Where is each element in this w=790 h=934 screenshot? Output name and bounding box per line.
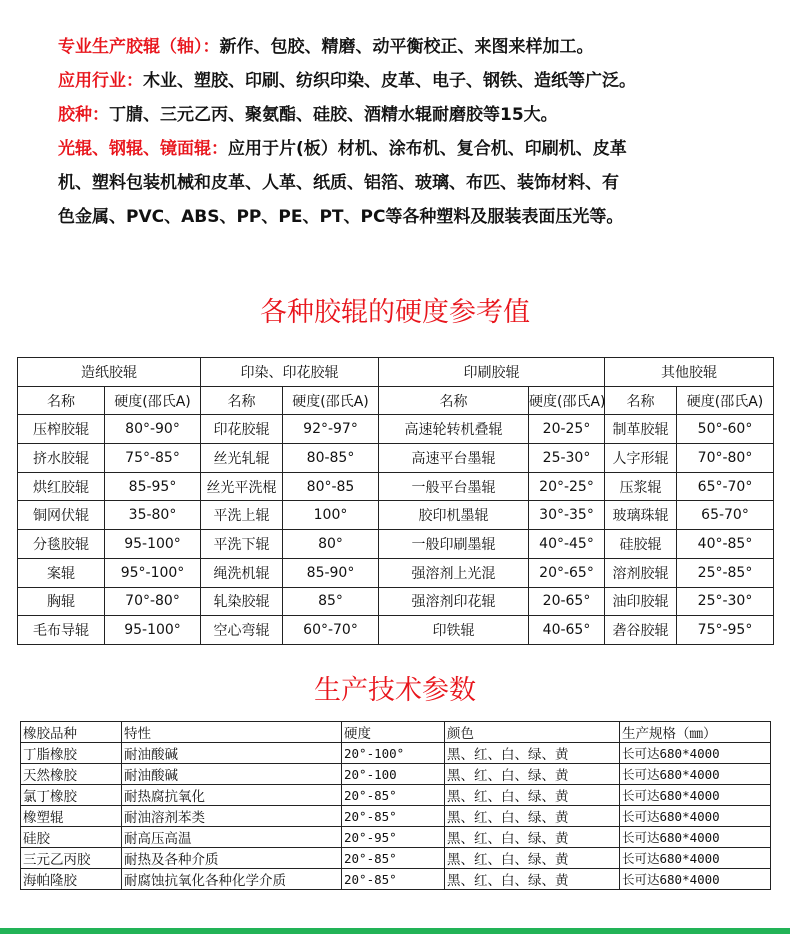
hardness-value: 80°-85 [283, 472, 379, 501]
spec-cell: 黑、红、白、绿、黄 [445, 743, 620, 764]
column-header: 硬度(邵氏A) [105, 386, 201, 415]
spec-cell: 20°-100° [342, 743, 445, 764]
table-row [18, 472, 774, 501]
hardness-value: 95-100° [105, 616, 201, 645]
column-header: 名称 [605, 386, 677, 415]
roller-name: 强溶剂上光混 [379, 558, 529, 587]
spec-cell: 天然橡胶 [21, 764, 122, 785]
hardness-value: 95°-100° [105, 558, 201, 587]
roller-name: 压榨胶辊 [18, 415, 105, 444]
table-row [21, 869, 771, 890]
roller-name: 胶印机墨辊 [379, 501, 529, 530]
roller-name: 绳洗机辊 [201, 558, 283, 587]
spec-cell: 黑、红、白、绿、黄 [445, 806, 620, 827]
hardness-value: 50°-60° [677, 415, 774, 444]
spec-title: 生产技术参数 [314, 675, 476, 706]
table-row [18, 415, 774, 444]
table-row [21, 743, 771, 764]
group-header-row [18, 358, 774, 387]
spec-cell: 20°-85° [342, 848, 445, 869]
hardness-value: 65-70° [677, 501, 774, 530]
spec-cell: 黑、红、白、绿、黄 [445, 827, 620, 848]
table-row [18, 444, 774, 473]
spec-cell: 海帕隆胶 [21, 869, 122, 890]
roller-name: 一般印刷墨辊 [379, 530, 529, 559]
hardness-value: 20°-25° [529, 472, 605, 501]
hardness-value: 80°-90° [105, 415, 201, 444]
spec-cell: 耐油酸碱 [122, 743, 342, 764]
hardness-value: 40-65° [529, 616, 605, 645]
intro-label: 胶种： [58, 105, 109, 125]
spec-cell: 20°-85° [342, 806, 445, 827]
hardness-value: 20°-65° [529, 558, 605, 587]
spec-cell: 黑、红、白、绿、黄 [445, 848, 620, 869]
roller-name: 溶剂胶辊 [605, 558, 677, 587]
hardness-value: 85° [283, 587, 379, 616]
intro-text: 新作、包胶、精磨、动平衡校正、来图来样加工。 [219, 37, 594, 57]
spec-cell: 耐油酸碱 [122, 764, 342, 785]
roller-name: 平洗上辊 [201, 501, 283, 530]
roller-name: 油印胶辊 [605, 587, 677, 616]
intro-line [58, 132, 758, 166]
table-row [21, 764, 771, 785]
roller-name: 玻璃珠辊 [605, 501, 677, 530]
intro-label: 专业生产胶辊（轴）： [58, 37, 220, 57]
roller-name: 轧染胶辊 [201, 587, 283, 616]
column-header: 名称 [379, 386, 529, 415]
roller-name: 空心弯辊 [201, 616, 283, 645]
group-header: 印染、印花胶辊 [201, 358, 379, 387]
group-header: 其他胶辊 [605, 358, 774, 387]
group-header: 印刷胶辊 [379, 358, 605, 387]
hardness-title: 各种胶辊的硬度参考值 [260, 297, 530, 328]
column-header: 橡胶品种 [21, 722, 122, 743]
roller-name: 分毯胶辊 [18, 530, 105, 559]
intro-text: 丁腈、三元乙丙、聚氨酯、硅胶、酒精水辊耐磨胶等15大。 [109, 105, 558, 125]
column-header: 硬度(邵氏A) [283, 386, 379, 415]
roller-name: 砻谷胶辊 [605, 616, 677, 645]
spec-cell: 长可达680*4000 [620, 743, 771, 764]
bottom-accent-bar [0, 928, 790, 934]
column-header: 硬度(邵氏A) [529, 386, 605, 415]
hardness-value: 20-25° [529, 415, 605, 444]
spec-cell: 长可达680*4000 [620, 806, 771, 827]
spec-cell: 长可达680*4000 [620, 827, 771, 848]
intro-line [58, 30, 758, 64]
hardness-value: 70°-80° [105, 587, 201, 616]
intro-line [58, 200, 758, 234]
hardness-value: 30°-35° [529, 501, 605, 530]
hardness-value: 75°-95° [677, 616, 774, 645]
roller-name: 人字形辊 [605, 444, 677, 473]
column-header: 生产规格（㎜） [620, 722, 771, 743]
roller-name: 胸辊 [18, 587, 105, 616]
roller-name: 印花胶辊 [201, 415, 283, 444]
roller-name: 铜网伏辊 [18, 501, 105, 530]
roller-name: 案辊 [18, 558, 105, 587]
table-row [21, 827, 771, 848]
roller-name: 一般平台墨辊 [379, 472, 529, 501]
spec-cell: 长可达680*4000 [620, 869, 771, 890]
column-header: 颜色 [445, 722, 620, 743]
table-row [18, 616, 774, 645]
column-header: 名称 [201, 386, 283, 415]
intro-line [58, 98, 758, 132]
spec-cell: 20°-95° [342, 827, 445, 848]
spec-cell: 20°-85° [342, 869, 445, 890]
spec-table [20, 721, 771, 890]
hardness-value: 85-95° [105, 472, 201, 501]
hardness-value: 35-80° [105, 501, 201, 530]
intro-text: 木业、塑胶、印刷、纺织印染、皮革、电子、钢铁、造纸等广泛。 [143, 71, 636, 91]
spec-cell: 长可达680*4000 [620, 848, 771, 869]
spec-cell: 橡塑辊 [21, 806, 122, 827]
hardness-value: 25-30° [529, 444, 605, 473]
roller-name: 印铁辊 [379, 616, 529, 645]
group-header: 造纸胶辊 [18, 358, 201, 387]
spec-cell: 长可达680*4000 [620, 764, 771, 785]
spec-cell: 耐高压高温 [122, 827, 342, 848]
hardness-value: 95-100° [105, 530, 201, 559]
spec-cell: 20°-85° [342, 785, 445, 806]
spec-header-row [21, 722, 771, 743]
hardness-value: 80-85° [283, 444, 379, 473]
hardness-value: 70°-80° [677, 444, 774, 473]
hardness-value: 20-65° [529, 587, 605, 616]
spec-cell: 黑、红、白、绿、黄 [445, 764, 620, 785]
roller-name: 制革胶辊 [605, 415, 677, 444]
hardness-value: 75°-85° [105, 444, 201, 473]
hardness-table [17, 357, 774, 645]
hardness-value: 25°-30° [677, 587, 774, 616]
spec-cell: 耐腐蚀抗氧化各种化学介质 [122, 869, 342, 890]
spec-cell: 耐热及各种介质 [122, 848, 342, 869]
roller-name: 平洗下辊 [201, 530, 283, 559]
intro-text: 色金属、PVC、ABS、PP、PE、PT、PC等各种塑料及服装表面压光等。 [58, 207, 624, 227]
spec-cell: 长可达680*4000 [620, 785, 771, 806]
column-header: 名称 [18, 386, 105, 415]
table-row [18, 587, 774, 616]
hardness-value: 40°-85° [677, 530, 774, 559]
table-row [18, 558, 774, 587]
roller-name: 高速轮转机叠辊 [379, 415, 529, 444]
hardness-value: 85-90° [283, 558, 379, 587]
table-row [21, 848, 771, 869]
spec-cell: 黑、红、白、绿、黄 [445, 869, 620, 890]
intro-section [58, 30, 758, 234]
roller-name: 硅胶辊 [605, 530, 677, 559]
column-header-row [18, 386, 774, 415]
roller-name: 强溶剂印花辊 [379, 587, 529, 616]
spec-cell: 硅胶 [21, 827, 122, 848]
hardness-value: 40°-45° [529, 530, 605, 559]
intro-text: 应用于片(板）材机、涂布机、复合机、印刷机、皮革 [228, 139, 627, 159]
column-header: 硬度 [342, 722, 445, 743]
column-header: 特性 [122, 722, 342, 743]
spec-cell: 耐油溶剂苯类 [122, 806, 342, 827]
spec-cell: 丁脂橡胶 [21, 743, 122, 764]
roller-name: 丝光轧辊 [201, 444, 283, 473]
intro-line [58, 64, 758, 98]
hardness-value: 60°-70° [283, 616, 379, 645]
roller-name: 毛布导辊 [18, 616, 105, 645]
intro-line [58, 166, 758, 200]
spec-cell: 三元乙丙胶 [21, 848, 122, 869]
spec-cell: 20°-100 [342, 764, 445, 785]
intro-text: 机、塑料包装机械和皮革、人革、纸质、铝箔、玻璃、布匹、装饰材料、有 [58, 173, 619, 193]
roller-name: 压浆辊 [605, 472, 677, 501]
table-row [18, 530, 774, 559]
hardness-value: 65°-70° [677, 472, 774, 501]
roller-name: 丝光平洗棍 [201, 472, 283, 501]
roller-name: 烘红胶辊 [18, 472, 105, 501]
roller-name: 挤水胶辊 [18, 444, 105, 473]
spec-cell: 耐热腐抗氧化 [122, 785, 342, 806]
column-header: 硬度(邵氏A) [677, 386, 774, 415]
table-row [21, 785, 771, 806]
hardness-value: 100° [283, 501, 379, 530]
spec-cell: 黑、红、白、绿、黄 [445, 785, 620, 806]
spec-cell: 氯丁橡胶 [21, 785, 122, 806]
table-row [18, 501, 774, 530]
roller-name: 高速平台墨辊 [379, 444, 529, 473]
hardness-value: 92°-97° [283, 415, 379, 444]
intro-label: 应用行业： [58, 71, 143, 91]
table-row [21, 806, 771, 827]
hardness-value: 25°-85° [677, 558, 774, 587]
hardness-value: 80° [283, 530, 379, 559]
intro-label: 光辊、钢辊、镜面辊： [58, 139, 228, 159]
